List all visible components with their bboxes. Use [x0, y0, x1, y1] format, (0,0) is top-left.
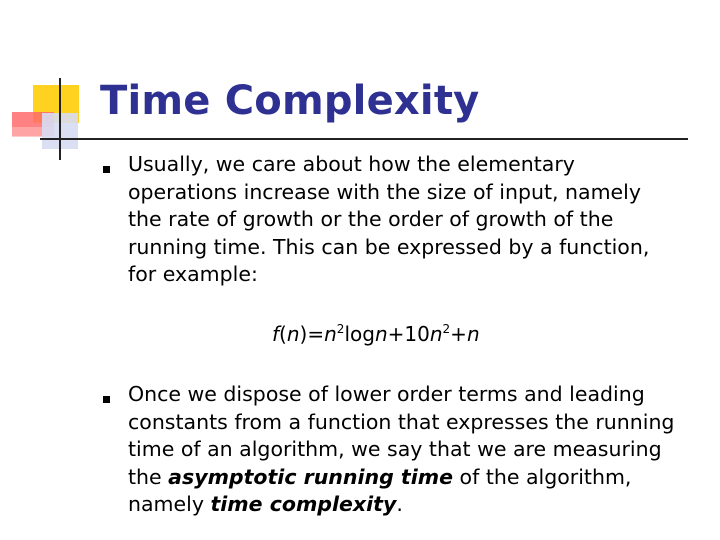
bullet-square-icon: [103, 396, 110, 403]
emphasis-asymptotic-running-time: asymptotic running time: [168, 464, 454, 489]
formula-plus: +: [450, 322, 467, 346]
formula: [272, 322, 480, 346]
emphasis-time-complexity: time complexity: [210, 492, 397, 516]
bullet-2-text-middle: of the algorithm, namely: [128, 464, 632, 516]
decor-vertical-line: [59, 78, 61, 160]
formula-exp1: 2: [336, 322, 345, 336]
bullet-square-icon: [103, 166, 110, 173]
formula-close-eq: )=: [299, 322, 325, 346]
formula-open-paren: (: [279, 322, 287, 346]
formula-f: f: [272, 322, 280, 346]
bullet-text-1: Usually, we care about how the elementary operations increase with the size of input, namely the rate of growth or the order of growth of the running time. This can be expressed by a function, for example:: [128, 152, 650, 286]
formula-log: log: [344, 322, 375, 346]
slide-title: Time Complexity: [100, 78, 480, 124]
formula-n1: n: [286, 322, 300, 346]
bullet-2-text-before: Once we dispose of lower order terms and leading constants from a function that expresses the running time of an algorithm, we say that we are measuring the: [128, 382, 675, 489]
formula-n5: n: [466, 322, 480, 346]
formula-n2: n: [324, 322, 337, 346]
bullet-2-text-after: .: [396, 492, 403, 516]
formula-n3: n: [374, 322, 388, 346]
formula-plus10: +10: [387, 322, 430, 346]
formula-n4: n: [429, 322, 443, 346]
bullet-text-2: [128, 381, 678, 519]
formula-exp2: 2: [442, 322, 451, 336]
title-underline: [40, 138, 688, 140]
